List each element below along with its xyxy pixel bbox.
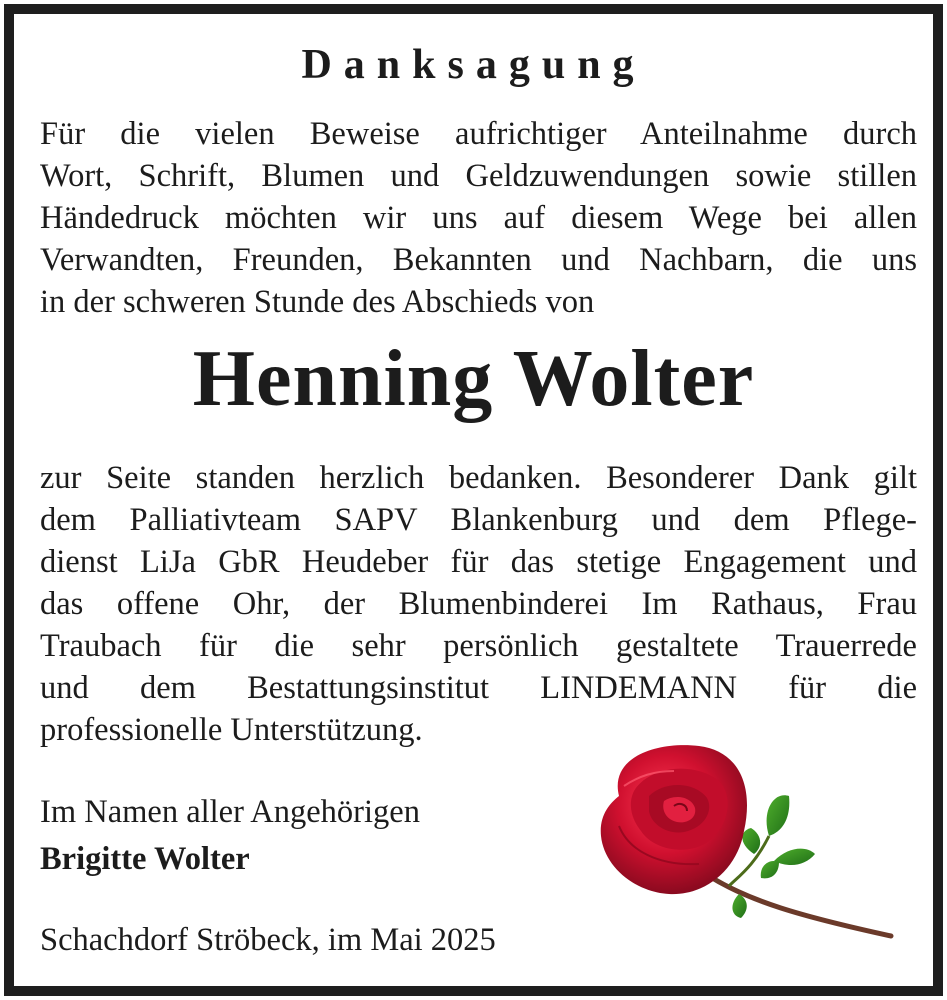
deceased-name: Henning Wolter [192, 335, 755, 423]
red-rose-icon [579, 736, 899, 956]
body-line: Traubach für die sehr persönlich gestaltete Trauerrede [40, 628, 917, 664]
intro-line: in der schweren Stunde des Abschieds von [40, 284, 595, 320]
intro-paragraph [40, 113, 917, 323]
body-line: professionelle Unterstützung. [40, 712, 423, 748]
body-paragraph [40, 457, 917, 751]
signatory-name: Brigitte Wolter [40, 841, 250, 877]
on-behalf-text: Im Namen aller Angehörigen [40, 794, 420, 830]
intro-line: Wort, Schrift, Blumen und Geldzuwendungen sowie stillen [40, 158, 917, 194]
intro-line: Händedruck möchten wir uns auf diesem Wege bei allen [40, 200, 917, 236]
notice-title: Danksagung [301, 42, 646, 88]
intro-line: Für die vielen Beweise aufrichtiger Anteilnahme durch [40, 116, 917, 152]
notice-frame [4, 4, 943, 996]
body-line: und dem Bestattungsinstitut LINDEMANN für die [40, 670, 917, 706]
body-line: das offene Ohr, der Blumenbinderei Im Rathaus, Frau [40, 586, 917, 622]
body-line: dienst LiJa GbR Heudeber für das stetige Engagement und [40, 544, 917, 580]
intro-line: Verwandten, Freunden, Bekannten und Nachbarn, die uns [40, 242, 917, 278]
body-line: zur Seite standen herzlich bedanken. Besonderer Dank gilt [40, 460, 917, 496]
place-date: Schachdorf Ströbeck, im Mai 2025 [40, 922, 496, 958]
body-line: dem Palliativteam SAPV Blankenburg und dem Pflege- [40, 502, 917, 538]
